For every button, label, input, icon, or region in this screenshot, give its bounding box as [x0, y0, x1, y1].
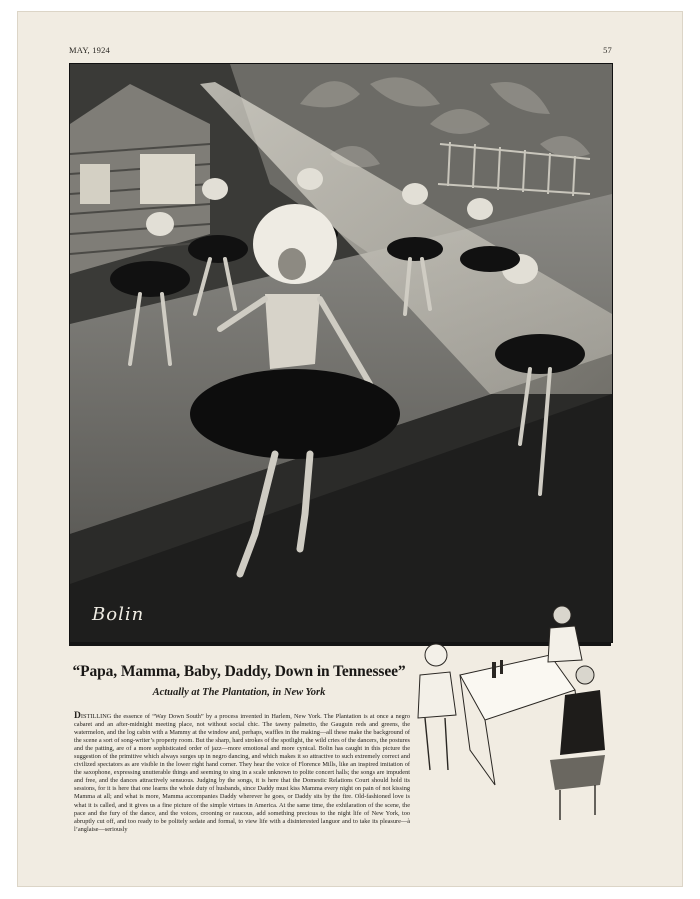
article-body-text: ISTILLING the essence of “Way Down South” by a process invented in Harlem, New York. The Plantation is at once a negro cabaret and an after-midnight meeting place, not without social chic. The tawny palmetto, the Gauguin reds and greens, the watermelon, and the log cabin with a Mammy at the window and, perhaps, waffles in the making—all these make the background of the scene a sort of song-writer’s property room. But the sharp, hard strokes of the spotlight, the wild cries of the dancers, the postures and the patting, are of a more sophisticated order of jazz—more emotional and more cynical. Bolin has caught in this picture the suggestion of the primitive which always surges up in negro dancing, and which makes it so attractive to such extremely correct and civilized spectators as are visible in the lower right hand corner. They hear the voice of Florence Mills, like an inspired imitation of the saxophone, expressing unutterable things and seeming to sing in a scale unknown to polite concert halls; the songs are impudent and free, and the dances attractively sensuous. Judging by the songs, it is here that the Domestic Relations Court should hold its sessions, for it is here that one learns the whole duty of husbands, since Daddy must kiss Mamma every night on pain of not kissing Mamma at all; and what is more, Mamma accompanies Daddy wherever he goes, or Daddy sits by the fire. Old-fashioned love is what it is called, and it gives us a fine picture of the simple virtues in America. At the same time, the exhilaration of the scene, the pace and the fury of the dance, and the voices, crooning or raucous, add something precious to the night life of New York, too abruptly cut off, and too ready to be politely sedate and formal, to view life with a disinterested languor and to take its pleasure—à l’anglaise—seriously: [74, 713, 410, 833]
page-number: 57: [603, 45, 612, 55]
drop-cap: D: [74, 711, 81, 721]
running-header: [69, 45, 612, 59]
article-body: [74, 712, 410, 834]
illustration-plate: [69, 63, 613, 643]
artist-signature: Bolin: [92, 604, 145, 625]
dancers-illustration: [70, 64, 612, 642]
article-subtitle: Actually at The Plantation, in New York: [152, 687, 326, 698]
spectators-vignette: [400, 600, 610, 825]
article-title: “Papa, Mamma, Baby, Daddy, Down in Tennessee”: [72, 663, 406, 680]
running-head-date: MAY, 1924: [69, 45, 111, 55]
